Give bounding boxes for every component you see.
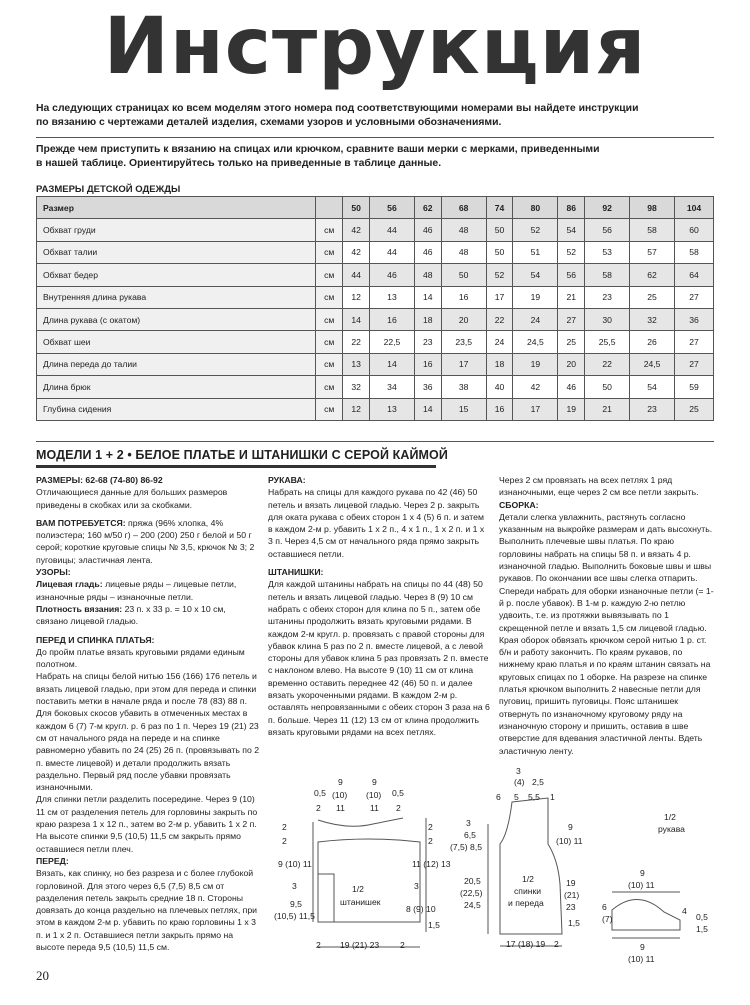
pants-top-mid-1: 9 (338, 777, 343, 787)
pants-right-mid: 11 (12) 13 (412, 859, 451, 869)
table-cell: 32 (630, 308, 675, 330)
table-cell: 19 (513, 353, 558, 375)
table-cell: 50 (441, 264, 486, 286)
dress-top-row-d: 1 (550, 792, 555, 802)
table-cell: 21 (558, 286, 585, 308)
table-row-unit: см (316, 286, 343, 308)
table-cell: 36 (414, 376, 441, 398)
pants-left-a: 2 (282, 822, 287, 832)
table-cell: 22 (585, 353, 630, 375)
model-heading: МОДЕЛИ 1 + 2 • БЕЛОЕ ПЛАТЬЕ И ШТАНИШКИ С СЕРОЙ КАЙМОЙ (36, 448, 448, 462)
dress-mid-left-3: 24,5 (464, 900, 481, 910)
table-cell: 22 (486, 308, 513, 330)
table-cell: 12 (343, 286, 370, 308)
pants-left-low-1: 9,5 (290, 899, 302, 909)
pants-bottom-left-box: 2 (316, 940, 321, 950)
table-row-unit: см (316, 376, 343, 398)
table-row-label: Обхват талии (37, 241, 316, 263)
pants-left-box: 3 (292, 881, 297, 891)
table-cell: 36 (675, 308, 714, 330)
intro-paragraph-1 (36, 102, 726, 130)
dress-mid-right-1: 19 (566, 878, 576, 888)
table-row-label: Длина переда до талии (37, 353, 316, 375)
table-header-size: 80 (513, 197, 558, 219)
table-cell: 50 (585, 376, 630, 398)
intro-paragraph-2 (36, 143, 726, 171)
table-header-size: 74 (486, 197, 513, 219)
table-cell: 18 (414, 308, 441, 330)
finish-text: Через 2 см провязать на всех петлях 1 ряд изнаночными, еще через 2 см все петли закрыть. (499, 475, 699, 498)
table-header-unit (316, 197, 343, 219)
table-cell: 17 (513, 398, 558, 420)
table-cell: 18 (486, 353, 513, 375)
pants-top-curve (318, 818, 403, 826)
table-cell: 12 (343, 398, 370, 420)
front-label: ПЕРЕД: (36, 855, 69, 866)
table-header-size: 104 (675, 197, 714, 219)
table-cell: 48 (441, 241, 486, 263)
table-cell: 54 (630, 376, 675, 398)
materials-text: пряжа (96% хлопка, 4% полиэстера; 160 м/50 г) – 200 (200) 250 г белой и 50 г серой; короткие круговые спицы № 3,5, крючок № 3; 2 пуговицы; эластичная лента. (36, 517, 255, 565)
sleeve-right-a: 4 (682, 906, 687, 916)
table-cell: 56 (585, 219, 630, 241)
sleeve-right-b: 0,5 (696, 912, 708, 922)
table-cell: 52 (486, 264, 513, 286)
table-cell: 42 (513, 376, 558, 398)
dress-top-row-c: 5,5 (528, 792, 540, 802)
table-cell: 16 (414, 353, 441, 375)
pants-diagram (268, 772, 451, 957)
pants-top-mid-2: (10) (332, 790, 348, 800)
pants-top-right-1: 9 (372, 777, 377, 787)
pants-top-left-box: 2 (316, 803, 321, 813)
pants-top-right-3: 11 (370, 803, 379, 813)
pants-top-right-box: 2 (396, 803, 401, 813)
table-cell: 40 (486, 376, 513, 398)
table-row-label: Внутренняя длина рукава (37, 286, 316, 308)
table-cell: 24 (486, 331, 513, 353)
dress-top-row-b: 5 (514, 792, 519, 802)
table-row-unit: см (316, 308, 343, 330)
table-row-label: Обхват шеи (37, 331, 316, 353)
table-cell: 44 (369, 241, 414, 263)
dress-top-3: 2,5 (532, 777, 544, 787)
pants-label: ШТАНИШКИ: (268, 567, 324, 578)
text-column-3 (499, 474, 715, 757)
dress-mid-right-3: 23 (566, 902, 576, 912)
table-cell: 24 (513, 308, 558, 330)
page-number: 20 (36, 968, 49, 983)
table-cell: 25 (558, 331, 585, 353)
dress-top-1: 3 (516, 766, 521, 776)
table-cell: 24,5 (630, 353, 675, 375)
pants-center-label-2: штанишек (340, 897, 381, 907)
table-cell: 17 (486, 286, 513, 308)
page-title: Инструкция (103, 2, 647, 92)
table-row (37, 376, 714, 398)
back-text: Для спинки петли разделить посередине. Через 9 (10) 11 см от разделения петель для горловины закрыть по краю разреза 1 х 12 п., затем во 2-м р. убавить 1 х 2 п. На высоте спинки 9,5 (10,5) 11,5 см закрыть прямо оставшиеся петли плеч. (36, 794, 258, 854)
gauge-text: 23 п. х 33 р. = 10 х 10 см, связано лицевой гладью. (36, 603, 226, 627)
assembly-text: Детали слегка увлажнить, растянуть согласно указанным на выкройке размерам и дать высохнуть. Выполнить плечевые швы платья. По краю горловины набрать на спицы 58 п. и вязать 4 р. изнаночной гладью. Выполнить боковые швы и швы рукавов. По окончании все швы слегка отпарить. Спереди набрать для оборки изнаночные петли (= 1-й р. после убавок). В 1-м р. каждую 2-ю петлю удвоить, т.е. из протяжки вывязывать по 1 скрещенной петле и вязать 1,5 см лицевой гладью. Края оборок обвязать крючком серой нитью 1 р. ст. б/н и работу закончить. По краям рукавов, по нижнему краю платья и по краям штанин связать на круговых спицах по 1 оборке. На разрезе на спинке платья крючком выполнить 2 навесные петли для пуговиц, пришить пуговицы. Пояс штанишек отвернуть по изнаночному круговому ряду на изнаночную сторону и пришить, оставив в шве отверстие для вдевания эластичной ленты. Вдеть эластичную ленту. (499, 511, 714, 756)
dress-mid-left-2: (22,5) (460, 888, 483, 898)
table-cell: 25 (675, 398, 714, 420)
table-header-size: 68 (441, 197, 486, 219)
dress-label-1: 1/2 (522, 874, 534, 884)
materials-label: ВАМ ПОТРЕБУЕТСЯ: (36, 517, 126, 528)
table-cell: 27 (558, 308, 585, 330)
table-cell: 30 (585, 308, 630, 330)
table-cell: 23 (585, 286, 630, 308)
front-back-text: До пройм платье вязать круговыми рядами единым полотном. (36, 646, 245, 670)
table-row-label: Глубина сидения (37, 398, 316, 420)
table-cell: 19 (558, 398, 585, 420)
table-cell: 32 (343, 376, 370, 398)
dress-left-b: 6,5 (464, 830, 476, 840)
table-cell: 50 (486, 219, 513, 241)
dress-left-c: (7,5) 8,5 (450, 842, 483, 852)
table-cell: 14 (343, 308, 370, 330)
dress-label-2: спинки (514, 886, 542, 896)
sleeves-text: Набрать на спицы для каждого рукава по 42 (46) 50 петель и вязать лицевой гладью. Через 2 р. закрыть для оката рукава с обеих сторон 1 х 4 (5) 6 п. и затем в каждом 2-м р. убавить 1 х 2 п., 4 х 1 п., 1 х 2 п. и 1 х 3 п. Через 4,5 см от начального ряда прямо закрыть оставшиеся петли. (268, 487, 485, 559)
pants-bottom-mid: 19 (21) 23 (340, 940, 380, 950)
sleeve-left-b: (7) (602, 914, 613, 924)
pants-right-low: 8 (9) 10 (406, 904, 436, 914)
pants-left-mid: 9 (10) 11 (278, 859, 312, 869)
table-cell: 42 (343, 219, 370, 241)
table-cell: 42 (343, 241, 370, 263)
table-row (37, 286, 714, 308)
table-cell: 53 (585, 241, 630, 263)
table-cell: 54 (558, 219, 585, 241)
table-row (37, 331, 714, 353)
pants-top-left: 0,5 (314, 788, 326, 798)
patterns-label: УЗОРЫ: (36, 567, 71, 578)
assembly-label: СБОРКА: (499, 499, 539, 510)
dress-right-a: 9 (568, 822, 573, 832)
dress-bottom: 17 (18) 19 (506, 939, 546, 949)
table-row (37, 398, 714, 420)
table-cell: 57 (630, 241, 675, 263)
pants-left-low-2: (10,5) 11,5 (274, 911, 315, 921)
size-table (36, 196, 714, 421)
table-row-label: Длина рукава (с окатом) (37, 308, 316, 330)
table-row (37, 241, 714, 263)
table-header-row (37, 197, 714, 219)
sizes-value: 62-68 (74-80) 86-92 (82, 475, 163, 485)
table-cell: 51 (513, 241, 558, 263)
sleeve-left-a: 6 (602, 902, 607, 912)
dress-mid-left-1: 20,5 (464, 876, 481, 886)
table-cell: 13 (369, 286, 414, 308)
table-cell: 46 (558, 376, 585, 398)
table-row-label: Длина брюк (37, 376, 316, 398)
intro-line: в нашей таблице. Ориентируйтесь только на приведенные в таблице данные. (36, 158, 442, 169)
table-caption: РАЗМЕРЫ ДЕТСКОЙ ОДЕЖДЫ (36, 184, 181, 195)
sizes-label: РАЗМЕРЫ: (36, 475, 83, 485)
table-cell: 27 (675, 286, 714, 308)
pants-crotch-line (318, 874, 334, 922)
dress-mid-right-2: (21) (564, 890, 580, 900)
sleeve-diagram (598, 810, 715, 970)
dress-bottom-box: 2 (554, 939, 559, 949)
table-row (37, 219, 714, 241)
pants-right-b: 2 (428, 836, 433, 846)
sleeve-right-c: 1,5 (696, 924, 708, 934)
table-cell: 50 (486, 241, 513, 263)
table-cell: 52 (558, 241, 585, 263)
table-row (37, 353, 714, 375)
table-row-unit: см (316, 398, 343, 420)
heading-underline (36, 465, 436, 468)
pants-center-label-1: 1/2 (352, 884, 364, 894)
table-cell: 16 (486, 398, 513, 420)
dress-top-row-a: 6 (496, 792, 501, 802)
table-cell: 56 (558, 264, 585, 286)
table-cell: 20 (441, 308, 486, 330)
table-cell: 48 (441, 219, 486, 241)
intro-line: Прежде чем приступить к вязанию на спицах или крючком, сравните ваши мерки с мерками, приведенными (36, 144, 600, 155)
table-cell: 23 (414, 331, 441, 353)
table-cell: 13 (343, 353, 370, 375)
sleeve-label-1: 1/2 (664, 812, 676, 822)
dress-outline (500, 798, 562, 934)
table-row-unit: см (316, 264, 343, 286)
gauge-label: Плотность вязания: (36, 603, 123, 614)
table-body (37, 219, 714, 421)
table-cell: 46 (369, 264, 414, 286)
table-cell: 19 (513, 286, 558, 308)
pants-top-mid-3: 11 (336, 803, 345, 813)
table-cell: 27 (675, 331, 714, 353)
table-cell: 58 (585, 264, 630, 286)
table-cell: 58 (630, 219, 675, 241)
table-cell: 46 (414, 241, 441, 263)
table-header-size-label: Размер (37, 197, 316, 219)
table-cell: 14 (414, 286, 441, 308)
divider (36, 137, 714, 138)
table-cell: 44 (369, 219, 414, 241)
table-cell: 15 (441, 398, 486, 420)
table-cell: 25,5 (585, 331, 630, 353)
table-header-size: 98 (630, 197, 675, 219)
sleeve-top-b: (10) 11 (628, 880, 655, 890)
table-cell: 60 (675, 219, 714, 241)
pants-right-bottom: 1,5 (428, 920, 440, 930)
table-row-unit: см (316, 219, 343, 241)
text-column-1 (36, 474, 260, 953)
table-cell: 34 (369, 376, 414, 398)
table-cell: 59 (675, 376, 714, 398)
table-header-size: 92 (585, 197, 630, 219)
sizes-note: Отличающиеся данные для больших размеров приведены в скобках или за скобками. (36, 487, 228, 510)
table-header-size: 50 (343, 197, 370, 219)
dress-right-b: (10) 11 (556, 836, 583, 846)
table-cell: 14 (369, 353, 414, 375)
intro-line: по вязанию с чертежами деталей изделия, схемами узоров и условными обозначениями. (36, 117, 502, 128)
dress-diagram (450, 764, 590, 959)
table-cell: 21 (585, 398, 630, 420)
table-cell: 48 (414, 264, 441, 286)
pants-text: Для каждой штанины набрать на спицы по 44 (48) 50 петель и вязать лицевой гладью. Через 8 (9) 10 см набрать с обеих сторон для клина по 5 п., затем обе штанины продолжить вязать круговыми рядами. В каждом 2-м кругл. р. провязать с правой стороны для убавок клина 5 раз по 2 п. вместе лицевой, а с левой стороны для убавок клина 5 раз провязать 2 п. вместе с наклоном влево. На высоте 9 (10) 11 см от клина временно оставить переднее 42 (46) 50 п. и далее вязать укороченными рядами. В каждом 2-м р. оставлять непровязанными с обеих сторон 3 раза на 6 п. больше. Через 11 (12) 13 см от клина продолжить вязать круговыми рядами на всех петлях. (268, 579, 490, 737)
pants-top-right-2: (10) (366, 790, 382, 800)
table-row (37, 264, 714, 286)
table-cell: 38 (441, 376, 486, 398)
pants-right-a: 2 (428, 822, 433, 832)
table-cell: 14 (414, 398, 441, 420)
table-header-size: 56 (369, 197, 414, 219)
table-row-unit: см (316, 353, 343, 375)
dress-left-box: 3 (466, 818, 471, 828)
table-cell: 13 (369, 398, 414, 420)
table-header-size: 86 (558, 197, 585, 219)
dress-label-3: и переда (508, 898, 544, 908)
table-cell: 16 (441, 286, 486, 308)
table-cell: 22,5 (369, 331, 414, 353)
intro-line: На следующих страницах ко всем моделям этого номера под соответствующими номерами вы найдете инструкции (36, 103, 639, 114)
pants-left-b: 2 (282, 836, 287, 846)
stockinette-label: Лицевая гладь: (36, 579, 103, 590)
pants-right-box: 3 (414, 881, 419, 891)
table-cell: 26 (630, 331, 675, 353)
dress-top-2: (4) (514, 777, 525, 787)
sleeve-outline (612, 899, 680, 930)
sleeve-bottom-b: (10) 11 (628, 954, 655, 964)
table-cell: 54 (513, 264, 558, 286)
stockinette-text: лицевые ряды – лицевые петли, изнаночные ряды – изнаночные петли. (36, 579, 237, 602)
table-cell: 20 (558, 353, 585, 375)
sleeve-bottom-a: 9 (640, 942, 645, 952)
table-cell: 62 (630, 264, 675, 286)
table-cell: 44 (343, 264, 370, 286)
sleeve-top-a: 9 (640, 868, 645, 878)
front-text: Вязать, как спинку, но без разреза и с более глубокой горловиной. Для этого через 6,5 (7,5) 8,5 см от разделения петель закрыть средние 18 п. Стороны довязать до конца раздельно на плечевых петлях, при этом в каждом 2-м р. убавить по краю горловины 1 х 3 п. и 1 х 2 п. Оставшиеся петли закрыть прямо на высоте переда 9,5 (10,5) 11,5 см. (36, 868, 258, 952)
pants-bottom-right-box: 2 (400, 940, 405, 950)
table-cell: 52 (513, 219, 558, 241)
pants-outline (318, 839, 420, 922)
front-back-text-2: Набрать на спицы белой нитью 156 (166) 176 петель и вязать лицевой гладью, при этом для переда и спинки поставить метки в начале ряда и после 78 (83) 88 п. Для боковых скосов убавить в отмеченных местах в каждом 6 (7) 7-м кругл. р. 6 раз по 1 п. Через 19 (21) 23 см от начального ряда на переде и на спинке равномерно убавить по 24 (25) 26 п. (провязывать по 2 п. вместе лицевой) и детали продолжить вязать раздельно. Первый ряд после убавки провязать изнаночными. (36, 671, 260, 793)
table-cell: 27 (675, 353, 714, 375)
table-cell: 24,5 (513, 331, 558, 353)
divider (36, 441, 714, 442)
dress-small: 1,5 (568, 918, 580, 928)
table-cell: 17 (441, 353, 486, 375)
sleeve-label-2: рукава (658, 824, 685, 834)
table-header-size: 62 (414, 197, 441, 219)
table-cell: 23 (630, 398, 675, 420)
pants-top-right-small: 0,5 (392, 788, 404, 798)
table-cell: 23,5 (441, 331, 486, 353)
table-row-unit: см (316, 331, 343, 353)
table-row-label: Обхват бедер (37, 264, 316, 286)
table-cell: 16 (369, 308, 414, 330)
front-back-label: ПЕРЕД И СПИНКА ПЛАТЬЯ: (36, 634, 155, 645)
table-cell: 22 (343, 331, 370, 353)
table-cell: 25 (630, 286, 675, 308)
table-row-label: Обхват груди (37, 219, 316, 241)
table-cell: 64 (675, 264, 714, 286)
table-cell: 58 (675, 241, 714, 263)
table-row-unit: см (316, 241, 343, 263)
text-column-2 (268, 474, 490, 738)
table-cell: 46 (414, 219, 441, 241)
sleeves-label: РУКАВА: (268, 475, 306, 485)
table-row (37, 308, 714, 330)
